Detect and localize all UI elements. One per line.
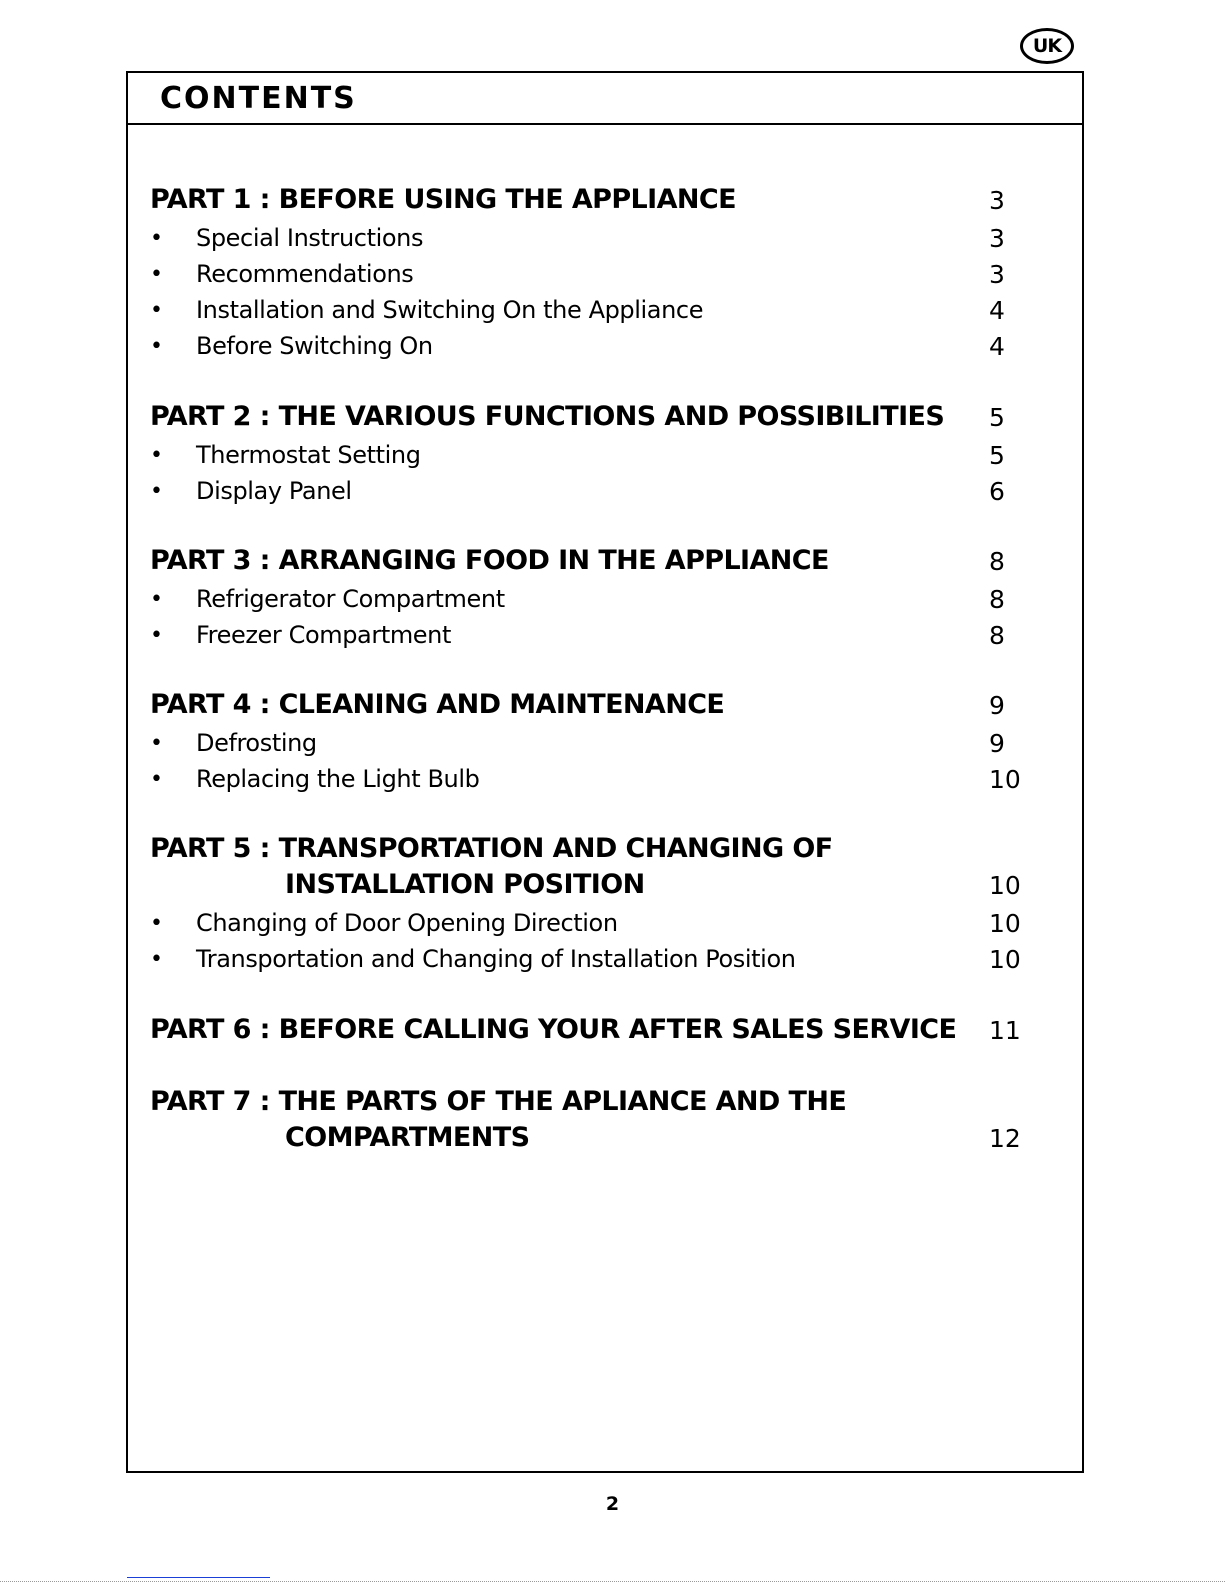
toc-part-title[interactable]: PART 7 : THE PARTS OF THE APLIANCE AND THE <box>150 1086 847 1117</box>
toc-page-number: 9 <box>989 729 1005 758</box>
toc-page-number: 10 <box>989 871 1021 900</box>
bullet-icon: • <box>150 479 163 504</box>
toc-item[interactable]: Recommendations <box>196 260 414 288</box>
toc-page-number: 3 <box>989 186 1005 215</box>
bullet-icon: • <box>150 443 163 468</box>
toc-page-number: 5 <box>989 441 1005 470</box>
toc-page-number: 9 <box>989 691 1005 720</box>
toc-page-number: 10 <box>989 945 1021 974</box>
page-title: CONTENTS <box>160 80 357 116</box>
bullet-icon: • <box>150 911 163 936</box>
bullet-icon: • <box>150 731 163 756</box>
bullet-icon: • <box>150 226 163 251</box>
toc-page-number: 3 <box>989 224 1005 253</box>
toc-page-number: 11 <box>989 1016 1021 1045</box>
toc-page-number: 10 <box>989 765 1021 794</box>
toc-page-number: 10 <box>989 909 1021 938</box>
toc-item[interactable]: Installation and Switching On the Appliance <box>196 296 704 324</box>
toc-part-title[interactable]: PART 2 : THE VARIOUS FUNCTIONS AND POSSIBILITIES <box>150 401 945 432</box>
link-underline <box>127 1577 270 1578</box>
toc-page-number: 8 <box>989 547 1005 576</box>
bullet-icon: • <box>150 623 163 648</box>
toc-item[interactable]: Display Panel <box>196 477 352 505</box>
toc-part-title[interactable]: PART 3 : ARRANGING FOOD IN THE APPLIANCE <box>150 545 829 576</box>
bullet-icon: • <box>150 262 163 287</box>
toc-part-title[interactable]: PART 1 : BEFORE USING THE APPLIANCE <box>150 184 736 215</box>
bullet-icon: • <box>150 334 163 359</box>
toc-page-number: 3 <box>989 260 1005 289</box>
bullet-icon: • <box>150 767 163 792</box>
toc-item[interactable]: Refrigerator Compartment <box>196 585 505 613</box>
contents-header <box>128 73 1082 125</box>
bullet-icon: • <box>150 587 163 612</box>
toc-item[interactable]: Replacing the Light Bulb <box>196 765 480 793</box>
toc-page-number: 4 <box>989 296 1005 325</box>
toc-part-title[interactable]: PART 6 : BEFORE CALLING YOUR AFTER SALES SERVICE <box>150 1014 957 1045</box>
toc-item[interactable]: Transportation and Changing of Installation Position <box>196 945 796 973</box>
toc-page-number: 5 <box>989 403 1005 432</box>
toc-part-title[interactable]: PART 5 : TRANSPORTATION AND CHANGING OF <box>150 833 833 864</box>
toc-part-title-continued[interactable]: INSTALLATION POSITION <box>285 869 645 900</box>
toc-item[interactable]: Before Switching On <box>196 332 433 360</box>
toc-item[interactable]: Defrosting <box>196 729 317 757</box>
uk-badge: UK <box>1020 28 1074 64</box>
toc-part-title-continued[interactable]: COMPARTMENTS <box>285 1122 530 1153</box>
toc-page-number: 4 <box>989 332 1005 361</box>
toc-page-number: 8 <box>989 585 1005 614</box>
toc-page-number: 12 <box>989 1124 1021 1153</box>
page-edge-divider <box>0 1581 1225 1582</box>
toc-item[interactable]: Thermostat Setting <box>196 441 421 469</box>
bullet-icon: • <box>150 298 163 323</box>
bullet-icon: • <box>150 947 163 972</box>
toc-item[interactable]: Changing of Door Opening Direction <box>196 909 618 937</box>
contents-frame <box>126 71 1084 1473</box>
page-folio: 2 <box>605 1493 620 1515</box>
toc-part-title[interactable]: PART 4 : CLEANING AND MAINTENANCE <box>150 689 725 720</box>
toc-page-number: 8 <box>989 621 1005 650</box>
toc-page-number: 6 <box>989 477 1005 506</box>
toc-item[interactable]: Freezer Compartment <box>196 621 451 649</box>
toc-item[interactable]: Special Instructions <box>196 224 424 252</box>
